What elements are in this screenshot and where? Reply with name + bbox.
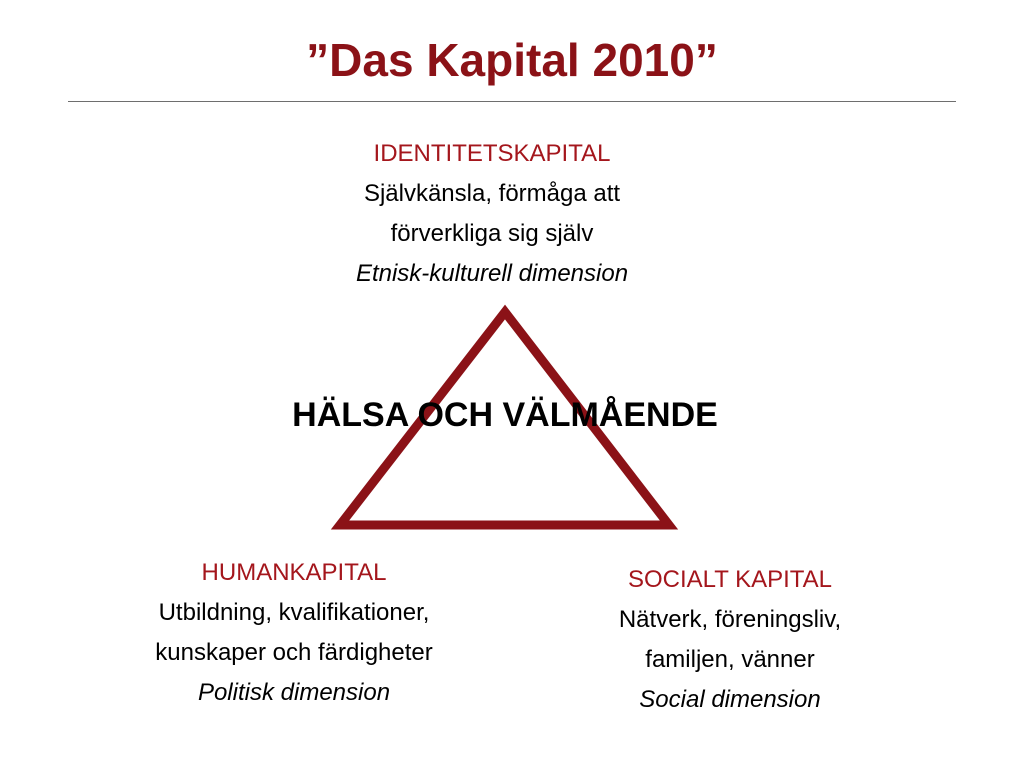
- humankapital-dimension: Politisk dimension: [197, 679, 391, 706]
- identitetskapital-line-1: Självkänsla, förmåga att: [363, 180, 621, 207]
- socialt-kapital-line-1: Nätverk, föreningsliv,: [618, 606, 842, 633]
- socialt-kapital-line-2: familjen, vänner: [645, 646, 815, 673]
- socialt-kapital-dimension: Social dimension: [639, 686, 821, 713]
- humankapital-line-2: kunskaper och färdigheter: [155, 639, 433, 666]
- identitetskapital-block: [262, 134, 722, 294]
- identitetskapital-line-2: förverkliga sig själv: [390, 220, 594, 247]
- slide-title: ”Das Kapital 2010”: [306, 34, 718, 86]
- center-label: HÄLSA OCH VÄLMÅENDE: [292, 396, 718, 434]
- humankapital-line-1: Utbildning, kvalifikationer,: [158, 599, 430, 626]
- identitetskapital-heading: IDENTITETSKAPITAL: [373, 140, 611, 167]
- socialt-kapital-block: [530, 560, 930, 720]
- socialt-kapital-heading: SOCIALT KAPITAL: [627, 566, 833, 593]
- humankapital-heading: HUMANKAPITAL: [201, 559, 387, 586]
- title-divider: [68, 101, 956, 102]
- humankapital-block: [84, 553, 504, 713]
- identitetskapital-dimension: Etnisk-kulturell dimension: [355, 260, 629, 287]
